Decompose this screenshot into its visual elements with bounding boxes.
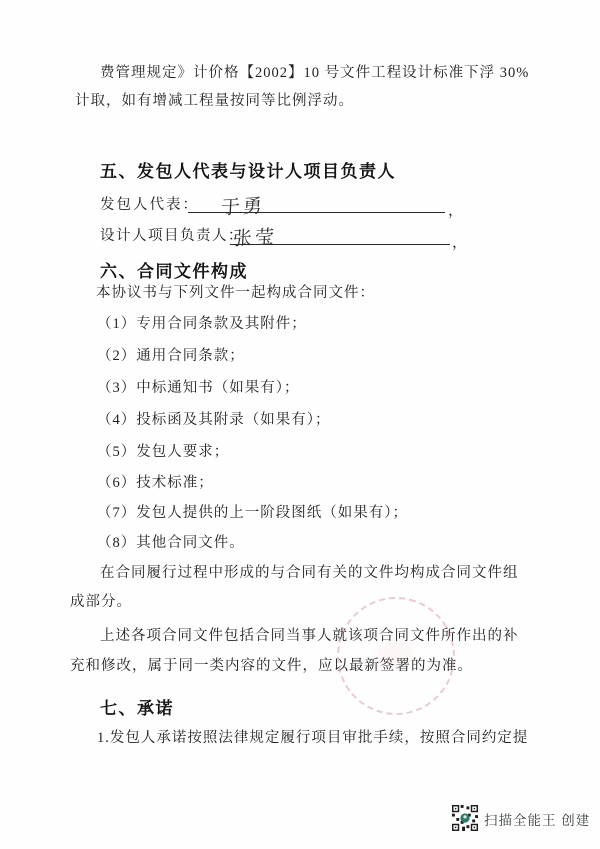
camscanner-credit-text: 扫描全能王 创建 bbox=[484, 813, 591, 828]
employer-representative-handwritten-name: 于勇 bbox=[220, 195, 266, 220]
section6-intro-line: 本协议书与下列文件一起构成合同文件： bbox=[96, 285, 375, 301]
red-seal-stamp-outline bbox=[324, 584, 467, 727]
fee-clause-line-1: 费管理规定》计价格【2002】10 号文件工程设计标准下浮 30% bbox=[100, 65, 530, 81]
contract-file-item-1: （1）专用合同条款及其附件； bbox=[97, 316, 307, 332]
designer-project-lead-label: 设计人项目负责人： bbox=[100, 228, 244, 244]
camscanner-qr-icon bbox=[452, 805, 478, 831]
contract-file-item-5: （5）发包人要求； bbox=[97, 444, 230, 460]
section6-paragraph2-line1: 上述各项合同文件包括合同当事人就该项合同文件所作出的补 bbox=[100, 628, 519, 644]
contract-file-item-3: （3）中标通知书（如果有）； bbox=[97, 380, 300, 396]
contract-file-item-2: （2）通用合同条款； bbox=[97, 348, 245, 364]
section6-heading: 六、合同文件构成 bbox=[100, 262, 248, 281]
employer-representative-trailing-comma: ， bbox=[448, 203, 464, 219]
section5-heading: 五、发包人代表与设计人项目负责人 bbox=[100, 162, 396, 181]
designer-project-lead-trailing-comma: ， bbox=[452, 235, 468, 251]
contract-file-item-8: （8）其他合同文件。 bbox=[97, 535, 245, 551]
employer-representative-label: 发包人代表： bbox=[100, 197, 199, 213]
section6-paragraph1-line1: 在合同履行过程中形成的与合同有关的文件均构成合同文件组 bbox=[100, 565, 519, 581]
designer-project-lead-handwritten-name: 张莹 bbox=[232, 226, 278, 251]
section7-heading: 七、承诺 bbox=[100, 699, 174, 718]
section6-paragraph2-line2: 充和修改，属于同一类内容的文件，应以最新签署的为准。 bbox=[70, 658, 473, 674]
contract-file-item-6: （6）技术标准； bbox=[97, 475, 214, 491]
section7-line1: 1.发包人承诺按照法律规定履行项目审批手续，按照合同约定提 bbox=[97, 730, 529, 746]
contract-file-item-7: （7）发包人提供的上一阶段图纸（如果有）； bbox=[97, 505, 408, 521]
section6-paragraph1-line2: 成部分。 bbox=[70, 594, 132, 610]
fee-clause-line-2: 计取，如有增减工程量按同等比例浮动。 bbox=[75, 93, 354, 109]
contract-file-item-4: （4）投标函及其附录（如果有）； bbox=[97, 412, 331, 428]
